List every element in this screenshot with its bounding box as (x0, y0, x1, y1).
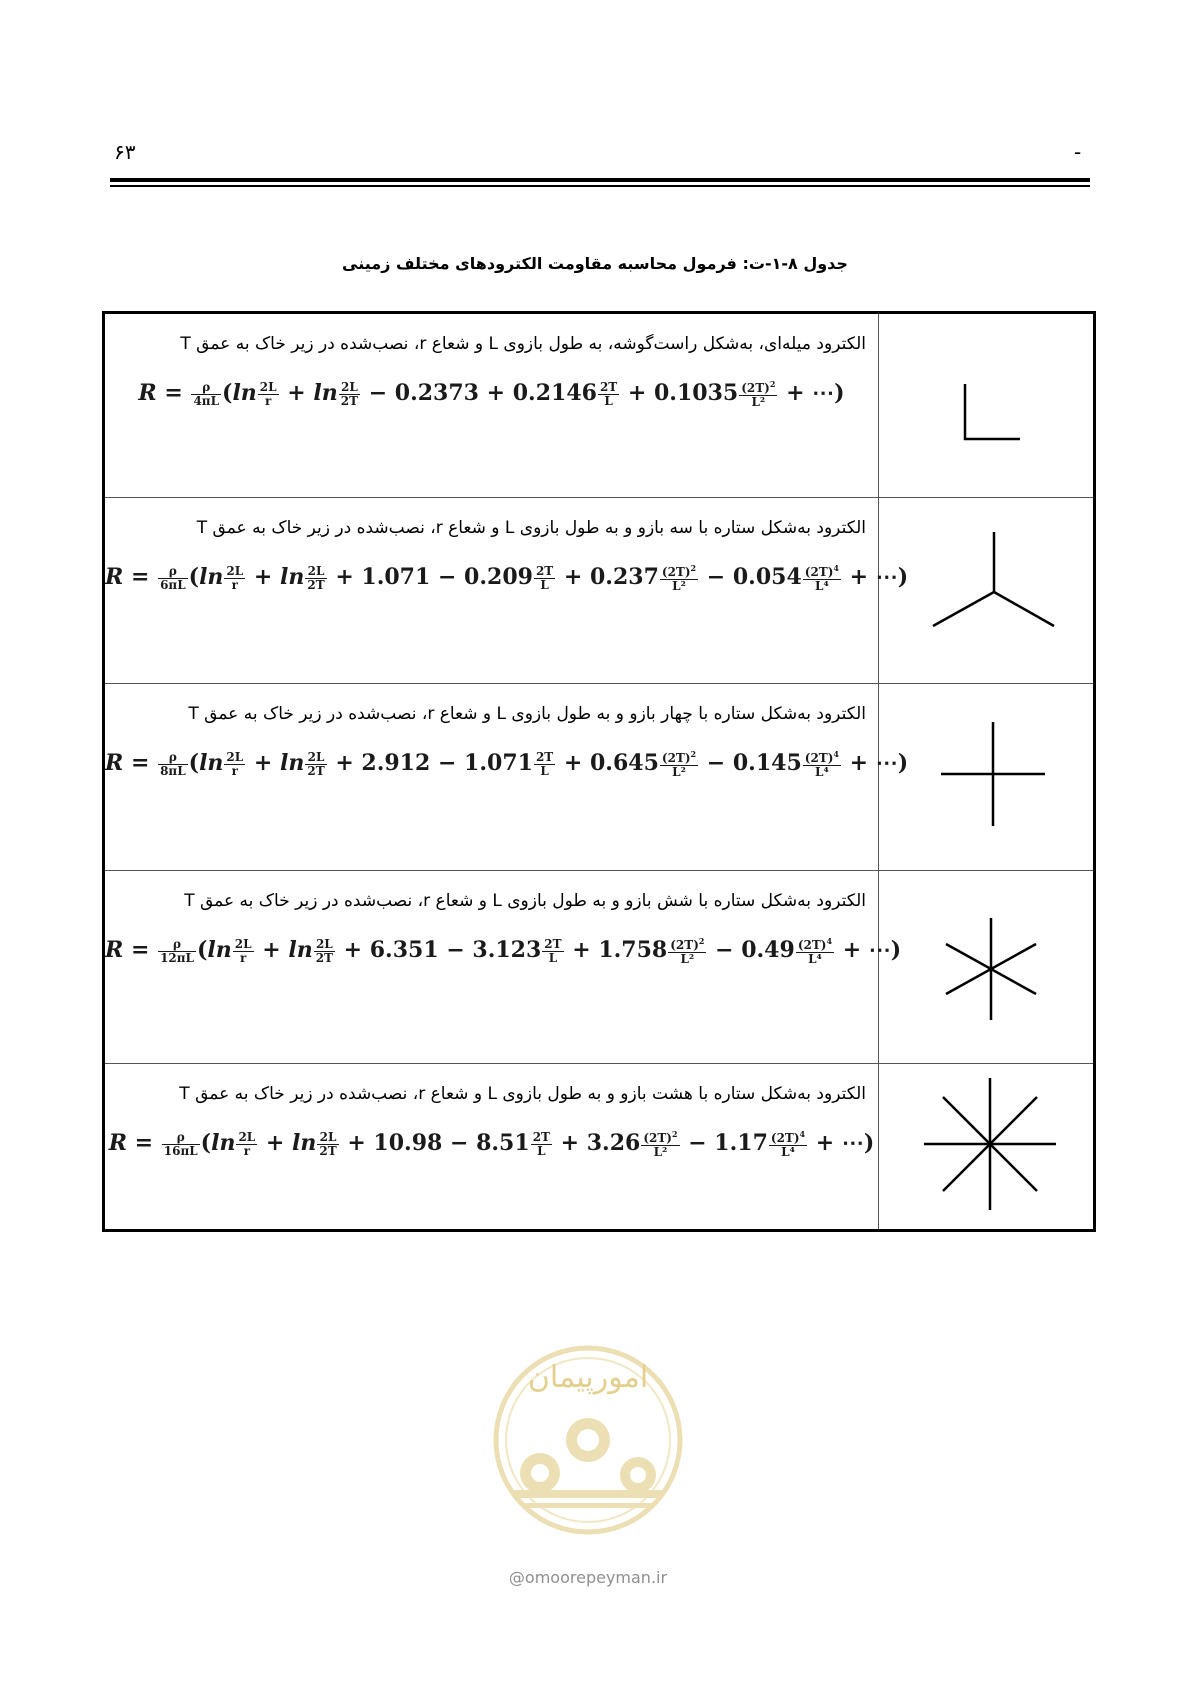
description-cell (104, 871, 902, 1064)
four-arm-star-electrode-icon (886, 690, 1086, 860)
eight-arm-star-electrode-icon (886, 1065, 1086, 1225)
right-angle-rod-electrode-icon (886, 319, 1086, 489)
table-row (104, 871, 1095, 1064)
figure-cell (879, 871, 1095, 1064)
table-row (104, 498, 1095, 684)
resistance-formula: R = $\frac{\rho}{12\pi L}$ (ln $\frac{2L}{r}$ + ln $\frac{2L}{2T}$ + 6.351 − 3.123 $\frac{2T}{L}$ + 1.758 $\frac{(2T)^2}{\text{L²}}$ − 0.49 $\frac{(2T)^4}{\text{L⁴}}$ + ⋯) (105, 936, 902, 966)
figure-cell (879, 684, 1095, 871)
header-rule-thin (110, 185, 1090, 187)
description-cell (104, 684, 909, 871)
watermark-logo-text: امورپیمان (527, 1360, 649, 1395)
table-caption: جدول ۸-۱-ت: فرمول محاسبه مقاومت الکترودهای مختلف زمینی (342, 254, 848, 273)
omoorepeyman-seal-logo-icon (488, 1325, 688, 1595)
resistance-formula: R = $\frac{\rho}{16\pi L}$ (ln $\frac{2L}{r}$ + ln $\frac{2L}{2T}$ + 10.98 − 8.51 $\frac{2T}{L}$ + 3.26 $\frac{(2T)^2}{\text{L²}}$ − 1.17 $\frac{(2T)^4}{\text{L⁴}}$ + ⋯) (108, 1129, 875, 1159)
watermark-url: @omoorepeyman.ir (508, 1568, 668, 1587)
description-cell (104, 1064, 879, 1231)
figure-cell (879, 313, 1095, 498)
three-arm-star-electrode-icon (886, 504, 1086, 674)
formula-lhs: R = (138, 380, 183, 407)
figure-cell (879, 498, 1095, 684)
electrode-description: الکترود به‌شکل ستاره با سه بازو و به طول بازوی L و شعاع r، نصب‌شده در زیر خاک به عمق T (196, 518, 866, 538)
header-dash: - (1074, 140, 1082, 164)
electrode-description: الکترود به‌شکل ستاره با شش بازو و به طول بازوی L و شعاع r، نصب‌شده در زیر خاک به عمق T (184, 891, 866, 911)
electrode-resistance-table (102, 311, 1096, 1232)
header-rule-thick (110, 178, 1090, 182)
resistance-formula: R = $\frac{\rho}{6\pi L}$ (ln $\frac{2L}{r}$ + ln $\frac{2L}{2T}$ + 1.071 − 0.209 $\frac{2T}{L}$ + 0.237 $\frac{(2T)^2}{\text{L²}}$ − 0.054 $\frac{(2T)^4}{\text{L⁴}}$ + ⋯) (105, 563, 909, 593)
description-cell (104, 498, 909, 684)
figure-cell (879, 1064, 1095, 1231)
electrode-description: الکترود میله‌ای، به‌شکل راست‌گوشه، به طول بازوی L و شعاع r، نصب‌شده در زیر خاک به عمق T (180, 334, 866, 354)
table-row (104, 1064, 1095, 1231)
table-row (104, 313, 1095, 498)
table-row (104, 684, 1095, 871)
electrode-description: الکترود به‌شکل ستاره با چهار بازو و به طول بازوی L و شعاع r، نصب‌شده در زیر خاک به عمق T (188, 704, 866, 724)
description-cell (104, 313, 879, 498)
electrode-description: الکترود به‌شکل ستاره با هشت بازو و به طول بازوی L و شعاع r، نصب‌شده در زیر خاک به عمق T (179, 1084, 866, 1104)
coef-fraction: $\frac{\rho}{4\pi L}$ (193, 380, 220, 408)
six-arm-star-electrode-icon (886, 880, 1086, 1050)
watermark (488, 1325, 688, 1595)
resistance-formula: R = $\frac{\rho}{4\pi L}$ (ln $\frac{2L}{r}$ + ln $\frac{2L}{2T}$ − 0.2373 + 0.2146 $\frac{2T}{L}$ + 0.1035 $\frac{(2T)^2}{\text{L²}}$ + ⋯) (138, 379, 845, 409)
page-number: ۶۳ (114, 140, 136, 164)
resistance-formula: R = $\frac{\rho}{8\pi L}$ (ln $\frac{2L}{r}$ + ln $\frac{2L}{2T}$ + 2.912 − 1.071 $\frac{2T}{L}$ + 0.645 $\frac{(2T)^2}{\text{L²}}$ − 0.145 $\frac{(2T)^4}{\text{L⁴}}$ + ⋯) (105, 749, 909, 779)
